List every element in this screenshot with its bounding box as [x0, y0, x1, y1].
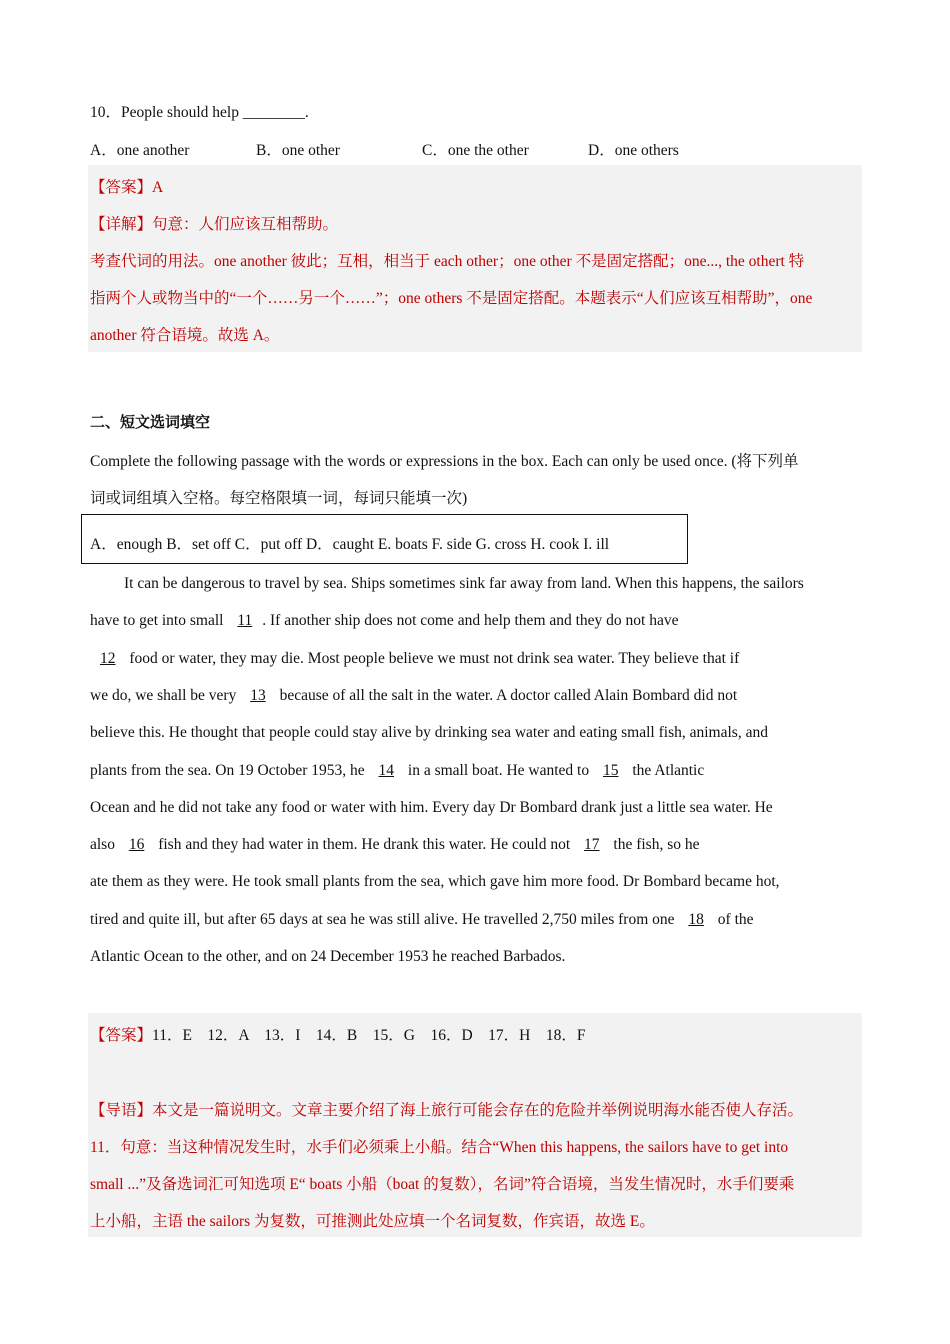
instruction-line: Complete the following passage with the words or expressions in the box. Each can only be used once. (将下列单 [90, 453, 799, 470]
answer-list: 11．E 12．A 13．I 14．B 15．G 16．D 17．H 18．F [152, 1027, 586, 1044]
blank-15: 15 [602, 762, 619, 779]
section-title: 二、短文选词填空 [90, 413, 211, 431]
answer-label: 【答案】 [90, 1027, 153, 1044]
explain-line: 考查代词的用法。one another 彼此；互相，相当于 each other；one other 不是固定搭配；one..., the othert 特 [90, 253, 805, 270]
passage-line: also 16 fish and they had water in them. He drank this water. He could not 17 the fish, so he [90, 836, 700, 853]
answers-line [90, 1023, 585, 1045]
passage-line: Ocean and he did not take any food or water with him. Every day Dr Bombard drank just a little sea water. He [90, 799, 773, 816]
passage-line: tired and quite ill, but after 65 days at sea he was still alive. He travelled 2,750 miles from one 18 of the [90, 911, 754, 928]
guide-line: 【导语】本文是一篇说明文。文章主要介绍了海上旅行可能会存在的危险并举例说明海水能否使人存活。 [90, 1102, 804, 1119]
question-10-stem: 10．People should help ________. [90, 104, 309, 121]
explain-line: small ...”及备选词汇可知选项 E“ boats 小船（boat 的复数），名词”符合语境，当发生情况时，水手们要乘 [90, 1176, 795, 1193]
answer-box-section2 [88, 1013, 862, 1237]
passage-line: believe this. He thought that people could stay alive by drinking sea water and eating small fish, animals, and [90, 724, 768, 741]
answer-label: 【答案】A [90, 179, 164, 196]
explain-line: another 符合语境。故选 A。 [90, 327, 280, 344]
passage-line: have to get into small 11 . If another ship does not come and help them and they do not have [90, 612, 679, 629]
option-d: D．one others [588, 142, 679, 159]
passage-line: ate them as they were. He took small plants from the sea, which gave him more food. Dr Bombard became hot, [90, 873, 780, 890]
blank-16: 16 [128, 836, 145, 853]
blank-13: 13 [250, 687, 266, 704]
instruction-line: 词或词组填入空格。每空格限填一词，每词只能填一次) [90, 490, 468, 507]
detail-title: 【详解】句意：人们应该互相帮助。 [90, 216, 339, 233]
option-b: B．one other [256, 142, 340, 159]
answer-box-q10 [88, 165, 862, 352]
passage-line: Atlantic Ocean to the other, and on 24 December 1953 he reached Barbados. [90, 948, 566, 965]
explain-line: 11．句意：当这种情况发生时，水手们必须乘上小船。结合“When this happens, the sailors have to get into [90, 1139, 789, 1156]
option-a: A．one another [90, 142, 190, 159]
explain-line: 指两个人或物当中的“一个……另一个……”；one others 不是固定搭配。本题表示“人们应该互相帮助”，one [90, 290, 813, 307]
blank-17: 17 [584, 836, 600, 853]
blank-18: 18 [688, 911, 704, 928]
word-box [81, 514, 688, 564]
explain-line: 上小船，主语 the sailors 为复数，可推测此处应填一个名词复数，作宾语，故选 E。 [90, 1213, 655, 1230]
passage-line: we do, we shall be very 13 because of all the salt in the water. A doctor called Alain Bombard did not [90, 687, 738, 704]
passage-line: plants from the sea. On 19 October 1953, he 14 in a small boat. He wanted to 15 the Atlantic [90, 762, 705, 779]
option-c: C．one the other [422, 142, 529, 159]
blank-14: 14 [378, 762, 395, 779]
blank-11: 11 [237, 612, 253, 629]
passage-line: 12 food or water, they may die. Most people believe we must not drink sea water. They believe that if [90, 650, 739, 668]
blank-12: 12 [100, 650, 116, 667]
passage-line: It can be dangerous to travel by sea. Ships sometimes sink far away from land. When this happens, the sailors [124, 575, 804, 592]
word-box-options: A．enough B．set off C．put off D．caught E. boats F. side G. cross H. cook I. ill [90, 536, 610, 553]
